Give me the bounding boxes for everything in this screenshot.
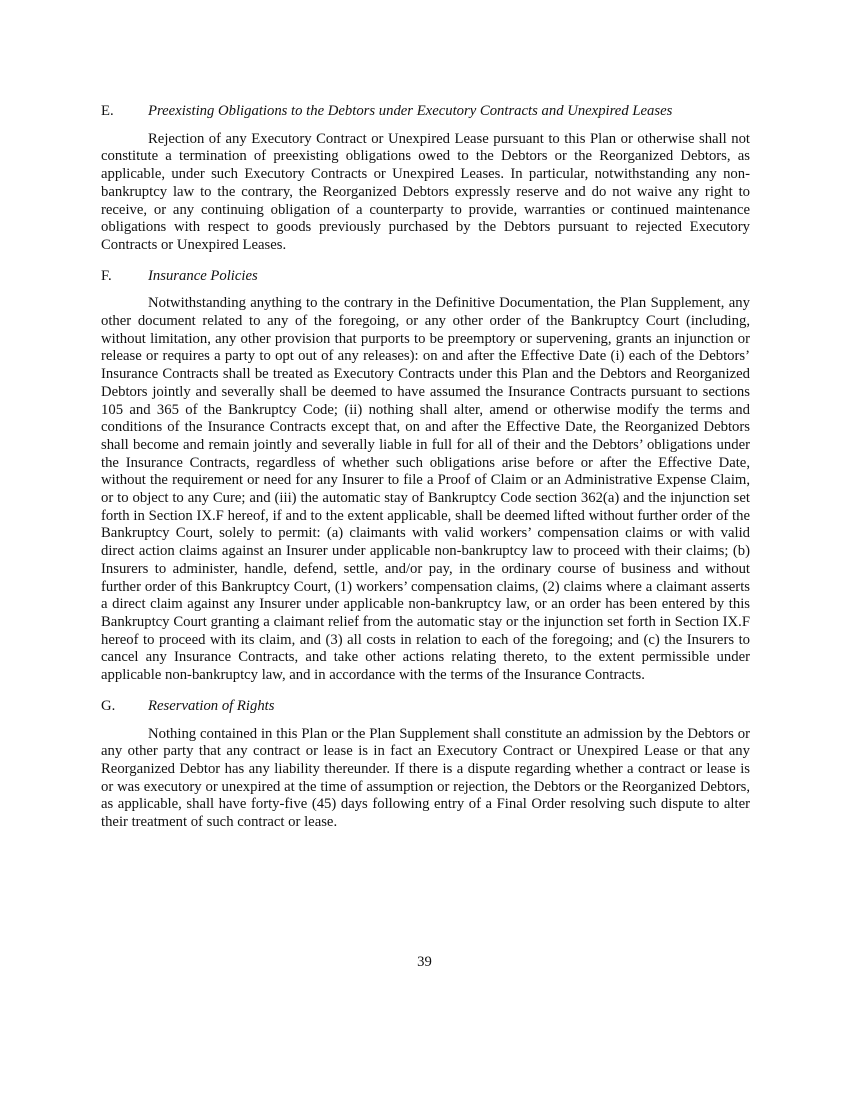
section-e [101,103,750,255]
section-body: Rejection of any Executory Contract or Unexpired Lease pursuant to this Plan or otherwise shall not constitute a termination of preexisting obligations owed to the Debtors or the Reorganized Debtors, as applicable, under such Executory Contracts or Unexpired Leases. In particular, notwithstanding any non-bankruptcy law to the contrary, the Reorganized Debtors expressly reserve and do not waive any right to receive, or any continuing obligation of a counterparty to provide, warranties or continued maintenance obligations with respect to goods previously purchased by the Debtors pursuant to rejected Executory Contracts or Unexpired Leases. [101,130,750,253]
section-title: Reservation of Rights [148,697,275,714]
section-title: Insurance Policies [148,267,258,284]
section-g [101,698,750,832]
section-body: Notwithstanding anything to the contrary in the Definitive Documentation, the Plan Supplement, any other document related to any of the foregoing, or any other order of the Bankruptcy Court (including, without limitation, any other provision that purports to be preemptory or supervening, grants an injunction or release or requires a party to opt out of any releases): on and after the Effective Date (i) each of the Debtors’ Insurance Contracts shall be treated as Executory Contracts under this Plan and the Debtors and Reorganized Debtors jointly and severally shall be deemed to have assumed the Insurance Contracts pursuant to sections 105 and 365 of the Bankruptcy Code; (ii) nothing shall alter, amend or otherwise modify the terms and conditions of the Insurance Contracts except that, on and after the Effective Date, the Reorganized Debtors shall become and remain jointly and severally liable in full for all of their and the Debtors’ obligations under the Insurance Contracts, regardless of whether such obligations arise before or after the Effective Date, without the requirement or need for any Insurer to file a Proof of Claim or an Administrative Expense Claim, or to object to any Cure; and (iii) the automatic stay of Bankruptcy Code section 362(a) and the injunction set forth in Section IX.F hereof, if and to the extent applicable, shall be deemed lifted without further order of the Bankruptcy Court, solely to permit: (a) claimants with valid workers’ compensation claims or with valid direct action claims against an Insurer under applicable non-bankruptcy law to proceed with their claims; (b) Insurers to administer, handle, defend, settle, and/or pay, in the ordinary course of business and without further order of this Bankruptcy Court, (1) workers’ compensation claims, (2) claims where a claimant asserts a direct claim against any Insurer under applicable non-bankruptcy law, or an order has been entered by this Bankruptcy Court granting a claimant relief from the automatic stay or the injunction set forth in Section IX.F hereof to proceed with its claim, and (3) all costs in relation to each of the foregoing; and (c) the Insurers to cancel any Insurance Contracts, and take other actions relating thereto, to the extent permissible under applicable non-bankruptcy law, and in accordance with the terms of the Insurance Contracts. [101,295,750,684]
section-body: Nothing contained in this Plan or the Plan Supplement shall constitute an admission by the Debtors or any other party that any contract or lease is in fact an Executory Contract or Unexpired Lease or that any Reorganized Debtor has any liability thereunder. If there is a dispute regarding whether a contract or lease is or was executory or unexpired at the time of assumption or rejection, the Debtors or the Reorganized Debtors, as applicable, shall have forty-five (45) days following entry of a Final Order resolving such dispute to alter their treatment of such contract or lease. [101,725,750,831]
section-title: Preexisting Obligations to the Debtors under Executory Contracts and Unexpired Leases [148,103,673,119]
section-heading [101,268,750,286]
section-f [101,268,750,685]
section-letter: G. [101,697,116,714]
section-heading [101,698,750,716]
page-number: 39 [417,954,432,970]
document-page [101,103,750,832]
section-letter: F. [101,267,112,284]
section-heading [101,103,750,121]
section-letter: E. [101,103,114,119]
